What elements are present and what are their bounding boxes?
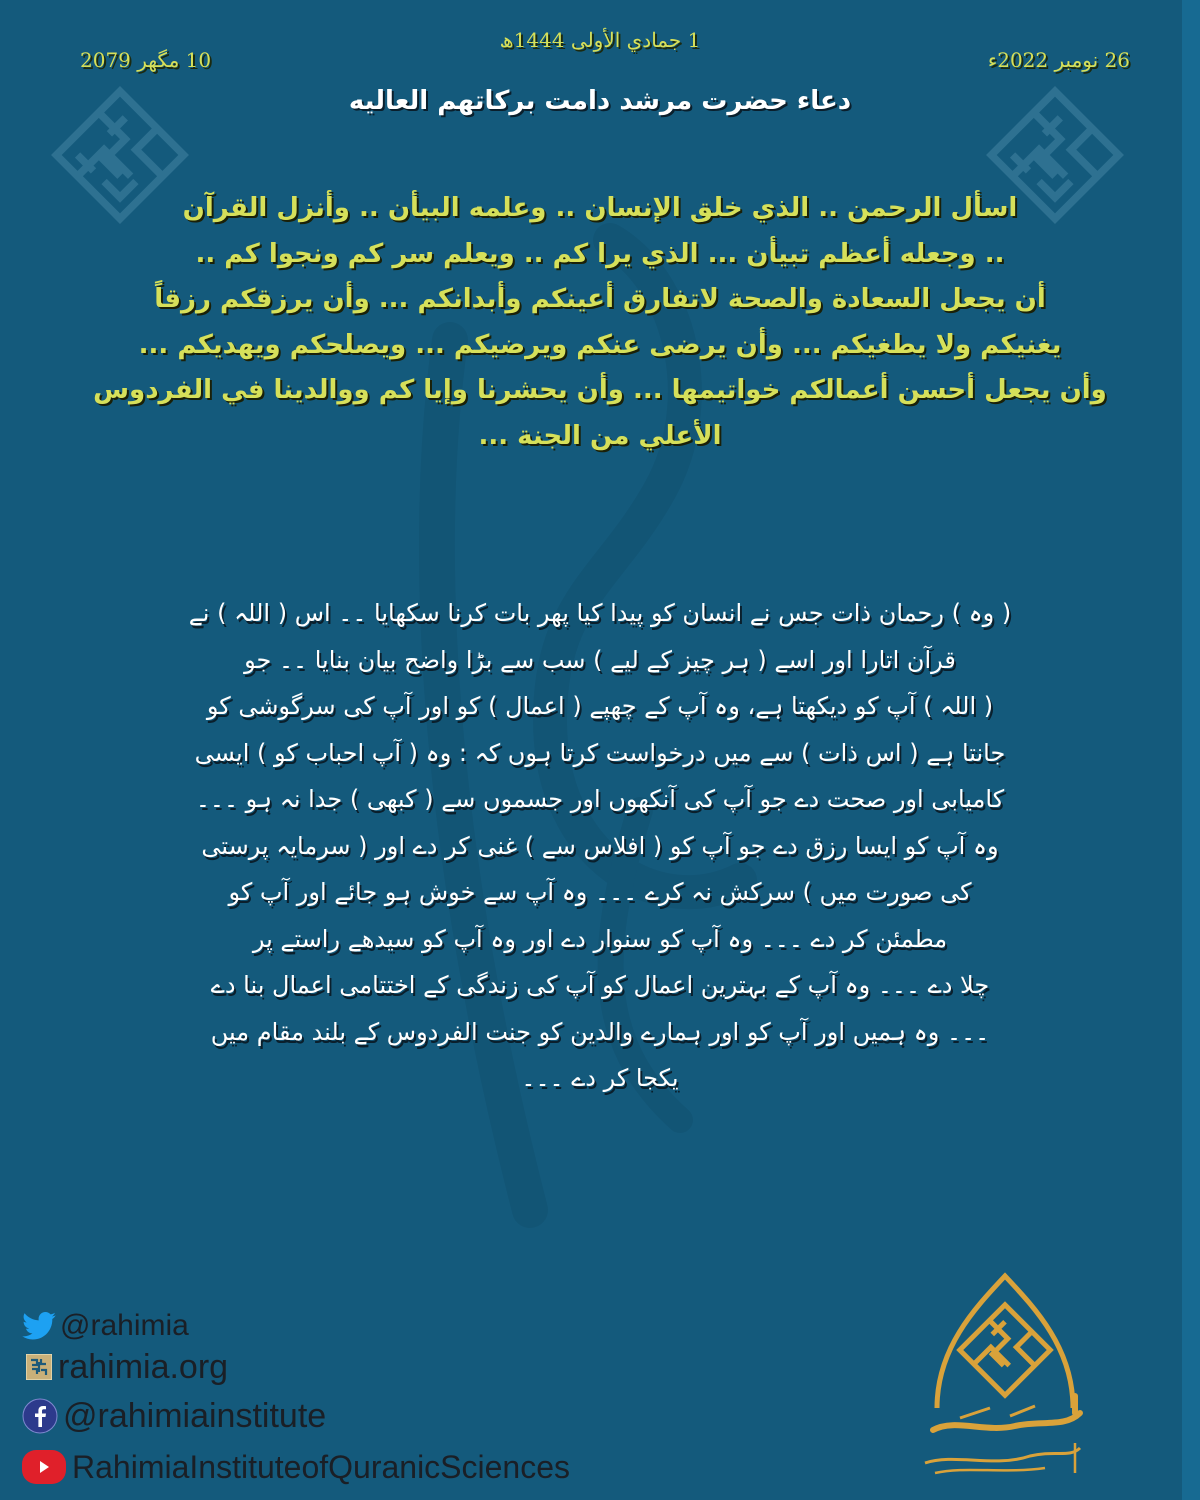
- urdu-line: ۔۔۔ وہ ہمیں اور آپ کو اور ہمارے والدین کو جنت الفردوس کے بلند مقام میں: [210, 1017, 990, 1046]
- twitter-handle: @rahimia: [60, 1309, 189, 1342]
- urdu-line: ( وہ ) رحمان ذات جس نے انسان کو پیدا کیا پھر بات کرنا سکھایا ۔۔ اس ( اللہ ) نے: [188, 599, 1012, 627]
- arabic-line: اسأل الرحمن .. الذي خلق الإنسان .. وعلمه البيأن .. وأنزل القرآن: [182, 193, 1018, 223]
- arabic-line: أن يجعل السعادة والصحة لاتفارق أعينكم وأبدانكم ... وأن يرزقكم رزقاً: [154, 284, 1046, 314]
- website-link[interactable]: [22, 1346, 570, 1388]
- urdu-translation-block: [170, 590, 1030, 1102]
- facebook-handle: @rahimiainstitute: [63, 1396, 327, 1435]
- urdu-line: وہ آپ کو ایسا رزق دے جو آپ کو ( افلاس سے ) غنی کر دے اور ( سرمایہ پرستی: [201, 831, 999, 860]
- urdu-line: کی صورت میں ) سرکش نہ کرے ۔۔۔ وہ آپ سے خوش ہو جائے اور آپ کو: [228, 878, 972, 906]
- background-edge-strip: [1182, 0, 1200, 1500]
- arabic-line: الأعلي من الجنة ...: [478, 420, 722, 451]
- urdu-line: جانتا ہے ( اس ذات ) سے میں درخواست کرتا ہوں کہ : وہ ( آپ احباب کو ) ایسی: [194, 738, 1006, 767]
- bikrami-date: 10 مگھر 2079: [80, 48, 212, 72]
- page-title: دعاء حضرت مرشد دامت برکاتهم العاليه: [348, 86, 852, 116]
- twitter-bird-icon: [22, 1312, 56, 1340]
- youtube-play-icon: [22, 1450, 66, 1484]
- urdu-line: کامیابی اور صحت دے جو آپ کی آنکھوں اور جسموں سے ( کبھی ) جدا نہ ہو ۔۔۔: [195, 785, 1005, 813]
- arabic-line: وأن يجعل أحسن أعمالكم خواتيمها ... وأن يحشرنا وإيا كم ووالدينا في الفردوس: [93, 375, 1107, 405]
- youtube-link[interactable]: [22, 1442, 570, 1492]
- arabic-dua-block: [90, 186, 1110, 459]
- urdu-line: چلا دے ۔۔۔ وہ آپ کے بہترین اعمال کو آپ کی زندگی کے اختتامی اعمال بنا دے: [210, 971, 990, 999]
- arabic-line: يغنيكم ولا يطغيكم ... وأن يرضى عنكم ويرضيكم ... ويصلحكم ويهديكم ...: [138, 329, 1062, 360]
- twitter-link[interactable]: [22, 1306, 570, 1346]
- website-url: rahimia.org: [58, 1347, 229, 1386]
- gregorian-date: 26 نومبر 2022ء: [987, 48, 1130, 72]
- social-links: [22, 1306, 570, 1492]
- facebook-icon: [22, 1398, 58, 1434]
- urdu-line: یکجا کر دے ۔۔۔: [521, 1064, 679, 1092]
- hijri-date: 1 جمادي الأولى 1444ھ: [499, 28, 701, 52]
- urdu-line: مطمئن کر دے ۔۔۔ وہ آپ کو سنوار دے اور وہ آپ کو سیدھے راستے پر: [252, 924, 948, 953]
- urdu-line: ( اللہ ) آپ کو دیکھتا ہے، وہ آپ کے چھپے ( اعمال ) کو اور آپ کی سرگوشی کو: [206, 692, 994, 720]
- rahimia-institute-logo: [915, 1268, 1095, 1483]
- youtube-channel: RahimiaInstituteofQuranicSciences: [72, 1448, 571, 1485]
- arabic-line: .. وجعله أعظم تبيأن ... الذي يرا كم .. ويعلم سر كم ونجوا كم ..: [195, 238, 1005, 269]
- facebook-link[interactable]: [22, 1390, 570, 1442]
- urdu-line: قرآن اتارا اور اسے ( ہر چیز کے لیے ) سب سے بڑا واضح بیان بنایا ۔۔ جو: [244, 645, 956, 674]
- rahimia-knot-icon: [26, 1354, 52, 1380]
